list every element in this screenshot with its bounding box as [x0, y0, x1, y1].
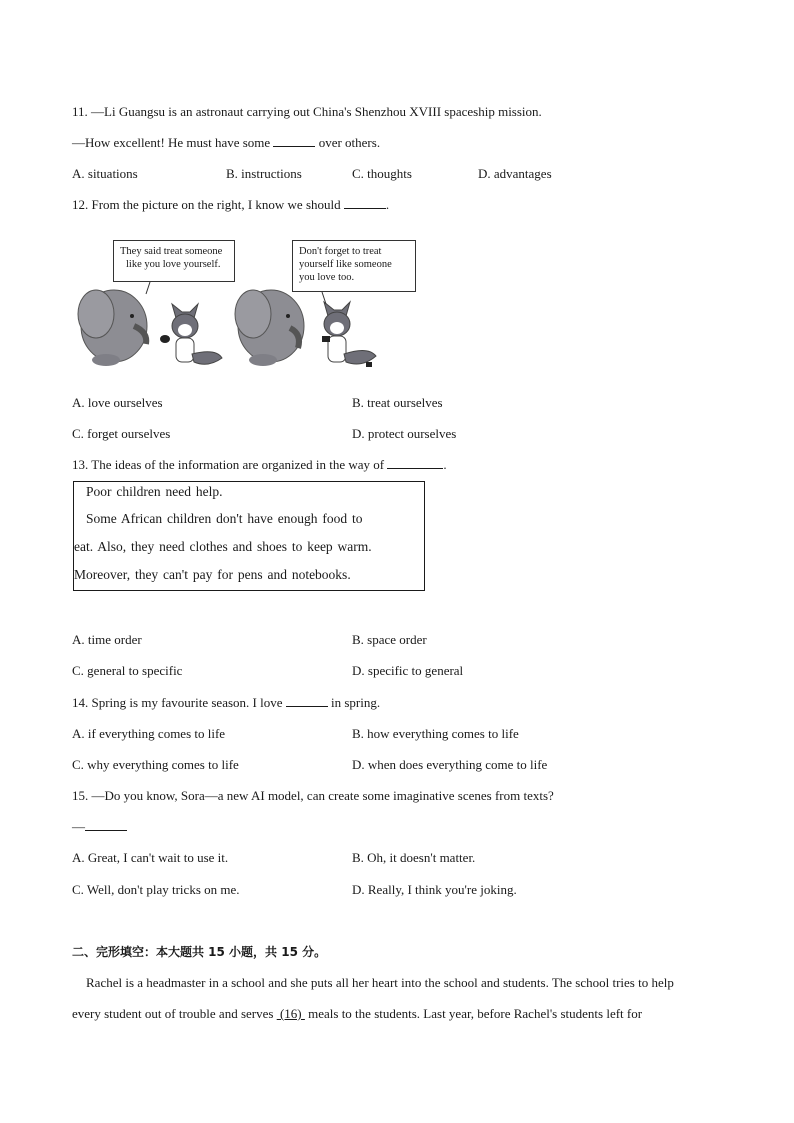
box-line: Some African children don't have enough food to: [86, 511, 363, 526]
q11-reply: —How excellent! He must have some over others.: [72, 135, 381, 150]
answer-blank[interactable]: [85, 819, 127, 831]
section-title: 二、完形填空：本大题共 15 小题，共 15 分。: [72, 945, 327, 959]
q13-option-a[interactable]: A. time order: [72, 632, 142, 647]
answer-blank[interactable]: [344, 197, 386, 209]
bubble-text: like you love yourself.: [126, 259, 221, 270]
q15-option-c[interactable]: C. Well, don't play tricks on me.: [72, 882, 240, 897]
bubble-text: you love too.: [299, 272, 355, 283]
q14-option-c[interactable]: C. why everything comes to life: [72, 757, 239, 772]
q12-option-c[interactable]: C. forget ourselves: [72, 426, 171, 441]
bubble-text: yourself like someone: [299, 259, 392, 270]
answer-blank[interactable]: [387, 457, 443, 469]
fox-icon: [322, 302, 376, 367]
box-line: Moreover, they can't pay for pens and notebooks.: [74, 567, 351, 582]
q13-option-d[interactable]: D. specific to general: [352, 663, 464, 678]
q15-option-d[interactable]: D. Really, I think you're joking.: [352, 882, 517, 897]
q14-option-d[interactable]: D. when does everything come to life: [352, 757, 548, 772]
box-line: Poor children need help.: [86, 484, 223, 499]
bubble-text: They said treat someone: [120, 246, 223, 257]
information-box: [73, 481, 425, 591]
cloze-paragraph-line: every student out of trouble and serves (16) meals to the students. Last year, before Rachel's students left for: [72, 1006, 643, 1021]
speech-bubble-left: [113, 240, 235, 282]
speech-bubble-right: [292, 240, 416, 292]
fox-icon: [160, 304, 222, 364]
cartoon-picture: [76, 236, 426, 376]
elephant-icon: [235, 290, 304, 366]
q12-option-a[interactable]: A. love ourselves: [72, 395, 163, 410]
box-line: eat. Also, they need clothes and shoes to keep warm.: [74, 539, 372, 554]
q15-reply: —: [72, 819, 127, 835]
q14-stem: 14. Spring is my favourite season. I love in spring.: [72, 695, 381, 710]
q14-option-b[interactable]: B. how everything comes to life: [352, 726, 519, 741]
q11-stem: 11. —Li Guangsu is an astronaut carrying out China's Shenzhou XVIII spaceship mission.: [72, 104, 542, 119]
elephant-icon: [78, 290, 147, 366]
q11-option-a[interactable]: A. situations: [72, 166, 138, 181]
cloze-blank-16[interactable]: (16): [276, 1006, 305, 1021]
q12-option-d[interactable]: D. protect ourselves: [352, 426, 457, 441]
q11-option-c[interactable]: C. thoughts: [352, 166, 412, 181]
bubble-text: Don't forget to treat: [299, 246, 382, 257]
q12-option-b[interactable]: B. treat ourselves: [352, 395, 443, 410]
q12-stem: 12. From the picture on the right, I know we should .: [72, 197, 390, 212]
q11-option-d[interactable]: D. advantages: [478, 166, 552, 181]
answer-blank[interactable]: [273, 135, 315, 147]
cloze-paragraph-line: Rachel is a headmaster in a school and she puts all her heart into the school and students. The school tries to help: [86, 975, 674, 990]
q14-option-a[interactable]: A. if everything comes to life: [72, 726, 226, 741]
q13-stem: 13. The ideas of the information are organized in the way of .: [72, 457, 447, 472]
q13-option-b[interactable]: B. space order: [352, 632, 427, 647]
q11-option-b[interactable]: B. instructions: [226, 166, 302, 181]
answer-blank[interactable]: [286, 695, 328, 707]
q15-option-a[interactable]: A. Great, I can't wait to use it.: [72, 850, 229, 865]
q13-option-c[interactable]: C. general to specific: [72, 663, 183, 678]
q15-stem: 15. —Do you know, Sora—a new AI model, can create some imaginative scenes from texts?: [72, 788, 554, 803]
q15-option-b[interactable]: B. Oh, it doesn't matter.: [352, 850, 476, 865]
